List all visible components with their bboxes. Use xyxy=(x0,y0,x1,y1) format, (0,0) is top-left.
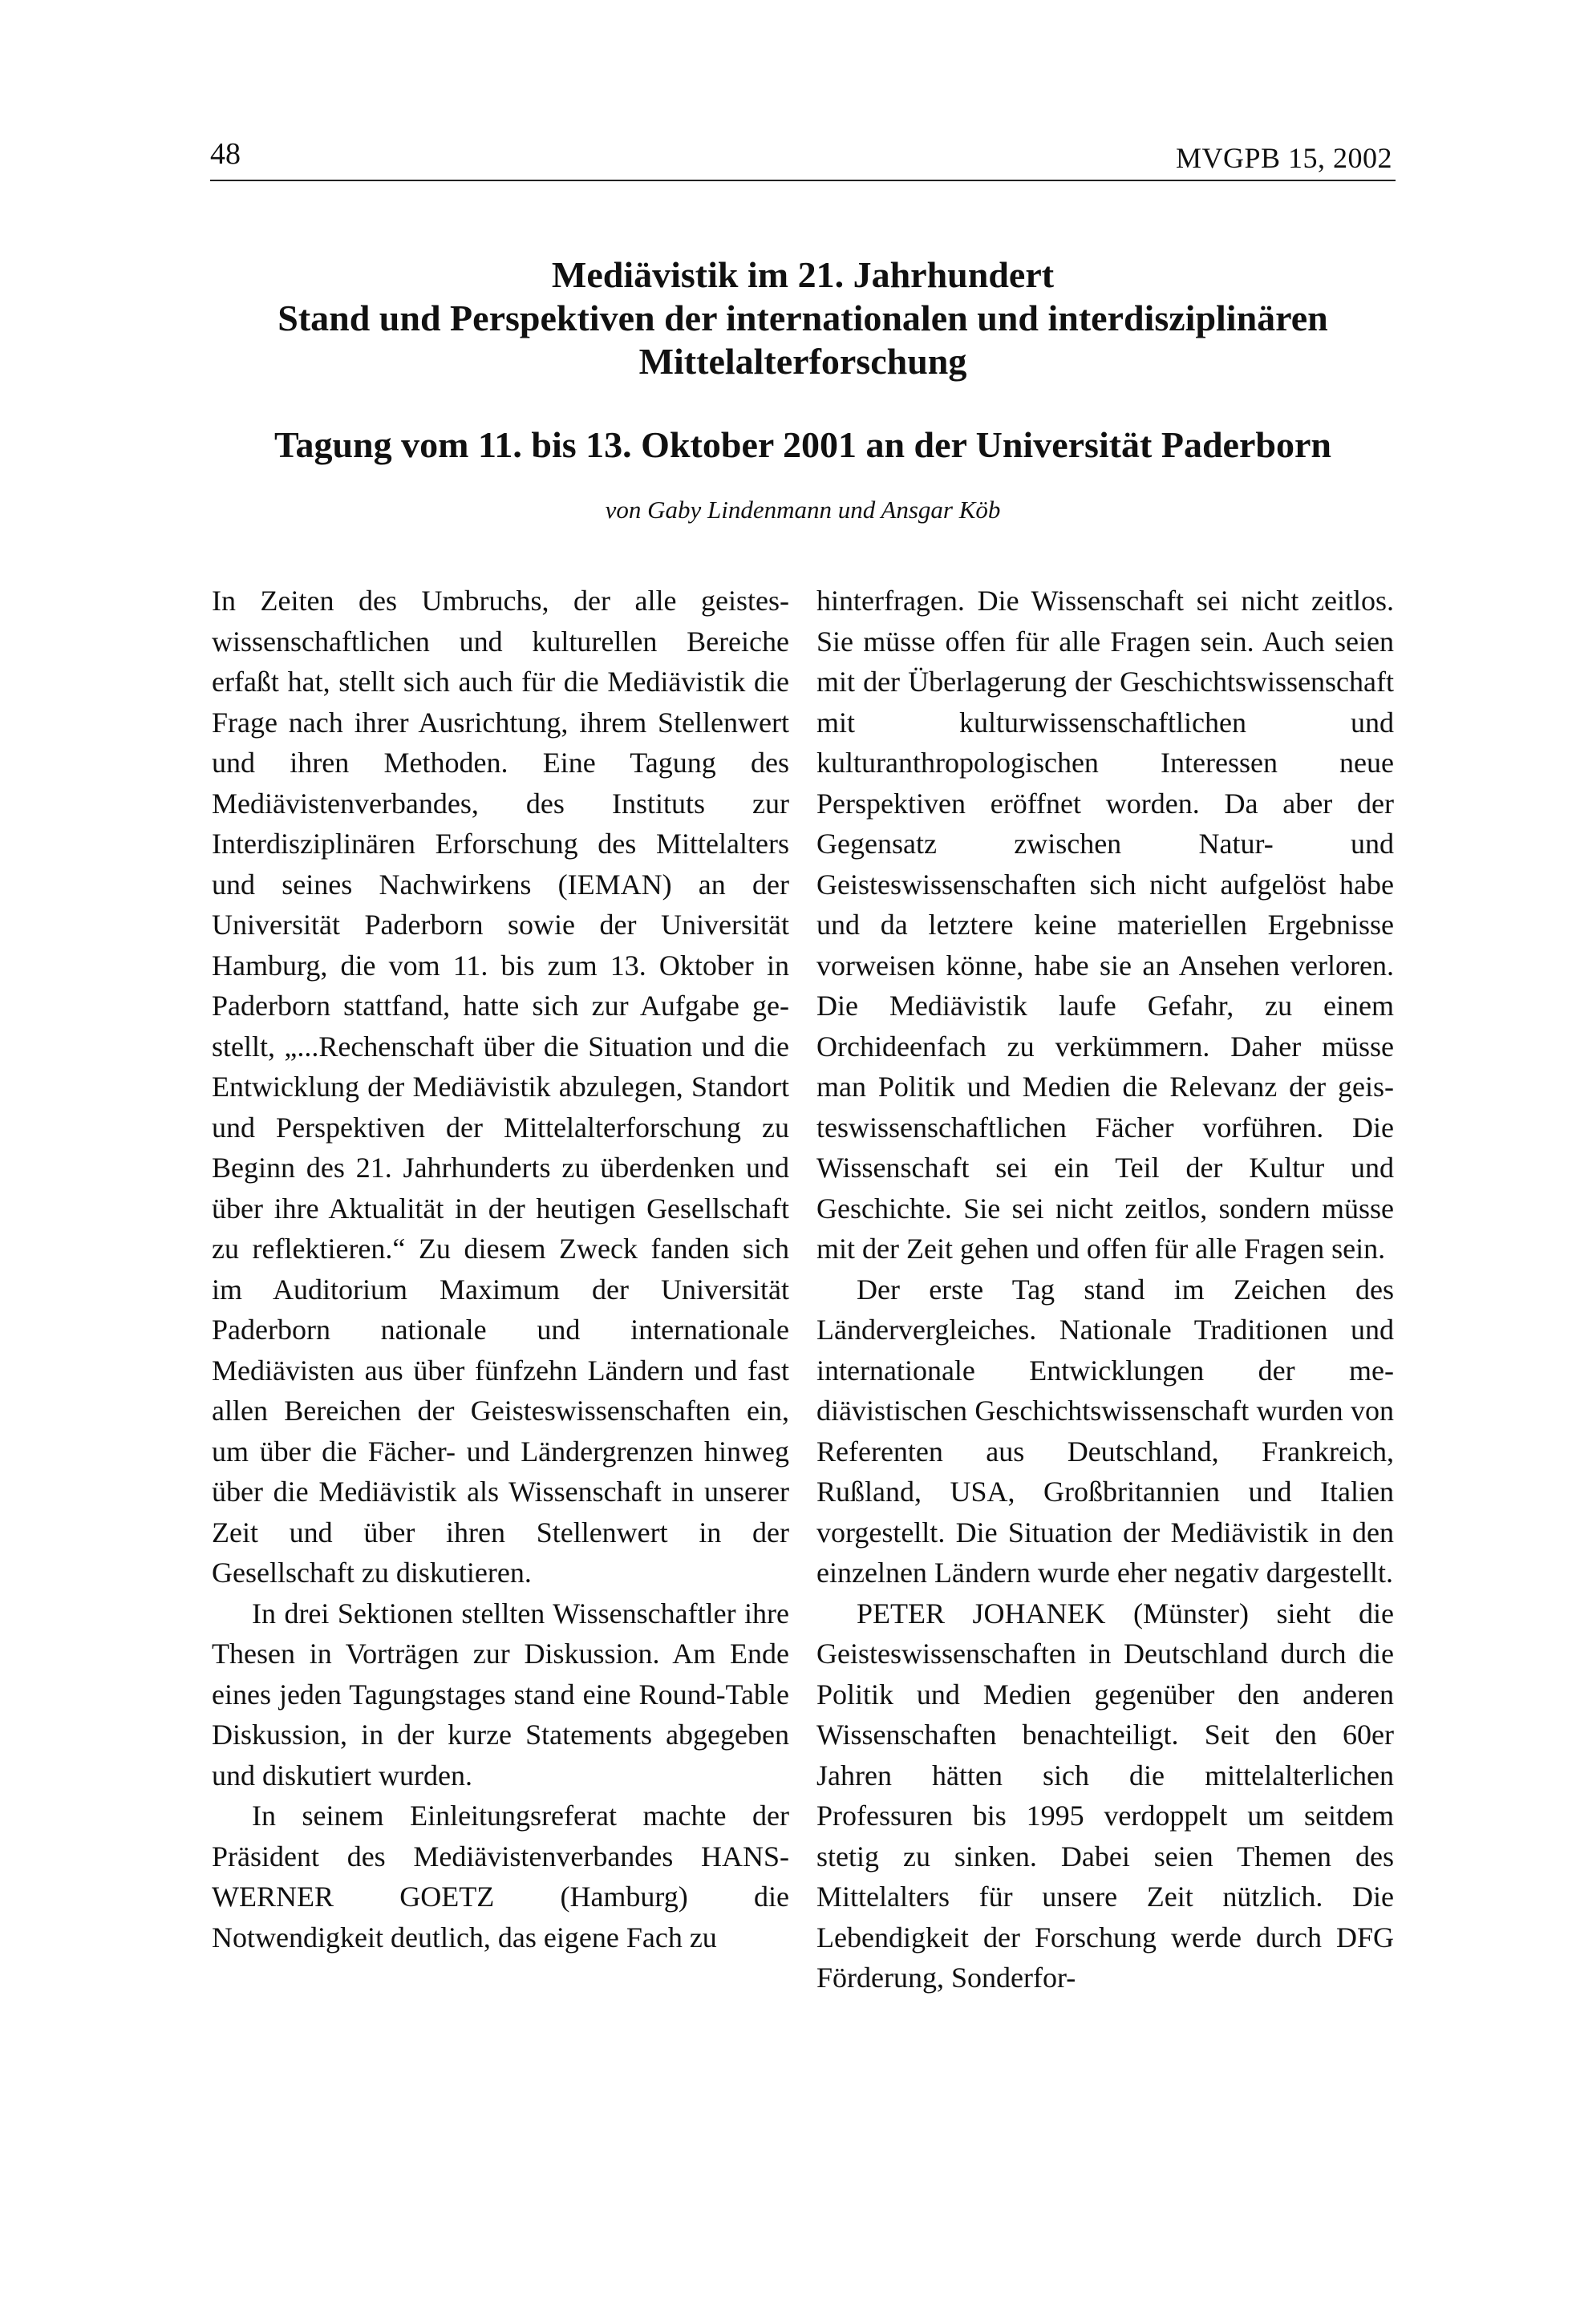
running-header xyxy=(210,130,1396,181)
article-title xyxy=(210,253,1396,383)
paragraph: Der erste Tag stand im Zeichen des Ländervergleiches. Nationale Traditionen und internationale Entwicklungen der mediävistischen Geschichtswissenschaft wurden von Referenten aus Deutschland, Frankreich, Rußland, USA, Großbritannien und Italien vorgestellt. Die Situation der Mediävistik in den einzelnen Ländern wurde eher negativ dargestellt. xyxy=(816,1273,1394,1589)
paragraph: PETER JOHANEK (Münster) sieht die Geisteswissenschaften in Deutschland durch die Politik und Medien gegenüber den anderen Wissenschaften benachteiligt. Seit den 60er Jahren hätten sich die mittelalterlichen Professuren bis 1995 verdoppelt um seitdem stetig zu sinken. Dabei seien Themen des Mittelalters für unsere Zeit nützlich. Die Lebendigkeit der Forschung werde durch DFG Förderung, Sonderfor- xyxy=(816,1597,1394,1994)
right-column xyxy=(816,581,1394,1998)
journal-reference: MVGPB 15, 2002 xyxy=(1175,142,1392,174)
left-column xyxy=(212,581,789,1958)
paragraph: In Zeiten des Umbruchs, der alle geisteswissenschaftlichen und kulturellen Bereiche erfaßt hat, stellt sich auch für die Mediävistik die Frage nach ihrer Ausrichtung, ihrem Stellenwert und ihren Methoden. Eine Tagung des Mediävistenverbandes, des Instituts zur Interdisziplinären Erforschung des Mittelalters und seines Nachwirkens (IEMAN) an der Universität Paderborn sowie der Universität Hamburg, die vom 11. bis zum 13. Oktober in Paderborn stattfand, hatte sich zur Aufgabe gestellt, „...Rechenschaft über die Situation und die Entwicklung der Mediävistik abzulegen, Standort und Perspektiven der Mittelalterforschung zu Beginn des 21. Jahrhunderts zu überdenken und über ihre Aktualität in der heutigen Gesellschaft zu reflektieren.“ Zu diesem Zweck fanden sich im Auditorium Maximum der Universität Paderborn nationale und internationale Mediävisten aus über fünfzehn Ländern und fast allen Bereichen der Geisteswissenschaften ein, um über die Fächer- und Ländergrenzen hinweg über die Mediävistik als Wissenschaft in unserer Zeit und über ihren Stellenwert in der Gesellschaft zu diskutieren. xyxy=(212,585,789,1589)
paragraph: hinterfragen. Die Wissenschaft sei nicht zeitlos. Sie müsse offen für alle Fragen sein. Auch seien mit der Überlagerung der Geschichtswissenschaft mit kulturwissenschaftlichen und kulturanthropologischen Interessen neue Perspektiven eröffnet worden. Da aber der Gegensatz zwischen Natur- und Geisteswissenschaften sich nicht aufgelöst habe und da letztere keine materiellen Ergebnisse vorweisen könne, habe sie an Ansehen verloren. Die Mediävistik laufe Gefahr, zu einem Orchideenfach zu verkümmern. Daher müsse man Politik und Medien die Relevanz der geisteswissenschaftlichen Fächer vorführen. Die Wissenschaft sei ein Teil der Kultur und Geschichte. Sie sei nicht zeitlos, sondern müsse mit der Zeit gehen und offen für alle Fragen sein. xyxy=(816,585,1394,1265)
subtitle-line: Mittelalterforschung xyxy=(638,341,967,382)
paragraph: In seinem Einleitungsreferat machte der Präsident des Mediävistenverbandes HANS-WERNER GOETZ (Hamburg) die Notwendigkeit deutlich, das eigene Fach zu xyxy=(212,1800,789,1954)
paragraph: In drei Sektionen stellten Wissenschaftler ihre Thesen in Vorträgen zur Diskussion. Am Ende eines jeden Tagungstages stand eine Round-Table Diskussion, in der kurze Statements abgegeben und diskutiert wurden. xyxy=(212,1597,789,1792)
title-line: Mediävistik im 21. Jahrhundert xyxy=(551,254,1055,295)
subtitle-line: Stand und Perspektiven der internationalen und interdisziplinären xyxy=(278,298,1328,338)
page-number: 48 xyxy=(210,137,241,171)
byline: von Gaby Lindenmann und Ansgar Köb xyxy=(605,496,1001,524)
meeting-info: Tagung vom 11. bis 13. Oktober 2001 an der Universität Paderborn xyxy=(274,424,1331,465)
